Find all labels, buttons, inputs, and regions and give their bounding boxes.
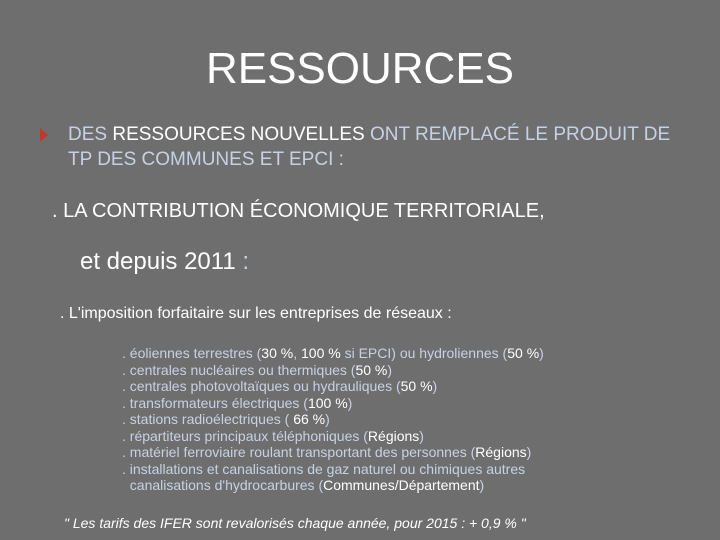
list-item-text: )	[432, 378, 438, 394]
intro-part-a: DES	[68, 124, 113, 145]
list-item-text: . centrales nucléaires ou thermiques (	[122, 361, 356, 378]
list-item-value: 66 %	[293, 411, 326, 427]
cet-line: . LA CONTRIBUTION ÉCONOMIQUE TERRITORIALE,	[52, 200, 545, 222]
list-item-text: )	[325, 411, 330, 427]
list-item-value: 50 %	[355, 361, 388, 378]
list-item-text: )	[526, 444, 532, 460]
list-item-text: . stations radioélectriques (	[122, 411, 294, 427]
list-item	[122, 378, 544, 395]
since-2011-text: et depuis 2011	[80, 248, 243, 275]
list-item	[122, 395, 544, 412]
list-item-value: Communes/Département	[323, 477, 480, 493]
bullet-arrow-icon	[40, 128, 48, 142]
list-item-text: . installations et canalisations de gaz naturel ou chimiques autres	[122, 460, 526, 477]
list-item-value: 100 %	[301, 345, 341, 361]
footer-note: " Les tarifs des IFER sont revalorisés chaque année, pour 2015 : + 0,9 % "	[64, 515, 526, 531]
intro-part-b: RESSOURCES NOUVELLES	[112, 124, 365, 145]
list-item	[122, 461, 544, 478]
list-item-text: . répartiteurs principaux téléphoniques (	[122, 427, 368, 444]
list-item-text: . éoliennes terrestres (	[122, 345, 262, 361]
list-item-text: . centrales photovoltaïques ou hydrauliques (	[122, 378, 401, 394]
list-item-value: Régions	[475, 444, 527, 460]
intro-part-c: ONT REMPLACÉ LE PRODUIT DE TP DES COMMUNES ET EPCI :	[68, 124, 671, 170]
list-item-text: )	[347, 394, 353, 411]
ifer-line: . L'imposition forfaitaire sur les entreprises de réseaux :	[60, 305, 452, 322]
list-item-value: 50 %	[400, 378, 433, 394]
list-item	[122, 477, 544, 494]
list-item-text: )	[539, 345, 544, 361]
intro-paragraph	[68, 122, 698, 172]
list-item-text: si EPCI) ou hydroliennes (	[340, 345, 508, 361]
slide-title: RESSOURCES	[205, 44, 515, 93]
list-item-text: )	[419, 427, 424, 444]
list-item	[122, 444, 544, 461]
list-item-text: . transformateurs électriques (	[122, 394, 308, 411]
list-item-value: 50 %	[507, 345, 540, 361]
list-item-value: 30 %	[261, 345, 294, 361]
list-item-text: . matériel ferroviaire roulant transportant des personnes (	[122, 444, 476, 460]
list-item-text: canalisations d'hydrocarbures (	[122, 477, 324, 493]
ifer-list	[122, 345, 544, 494]
list-item-value: Régions	[367, 427, 420, 444]
list-item	[122, 411, 544, 428]
list-item-value: 100 %	[307, 394, 348, 411]
list-item	[122, 428, 544, 445]
list-item	[122, 345, 544, 362]
list-item	[122, 362, 544, 379]
list-item-text: ,	[293, 345, 301, 361]
list-item-text: )	[387, 361, 393, 378]
since-2011-line	[80, 248, 249, 276]
since-2011-colon: :	[242, 248, 250, 275]
list-item-text: )	[479, 477, 485, 493]
